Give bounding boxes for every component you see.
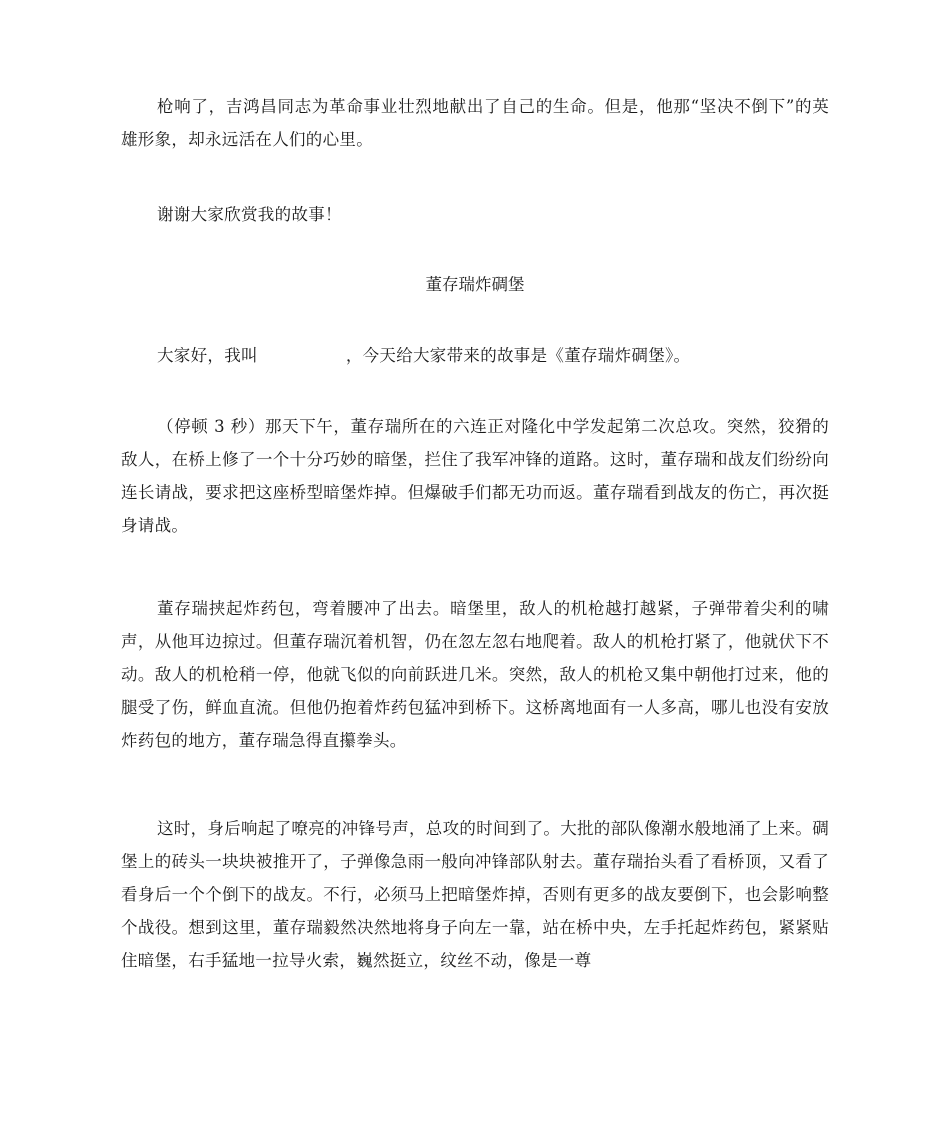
paragraph-thanks: 谢谢大家欣赏我的故事！ <box>157 205 342 224</box>
paragraph-ending-jihongchang: 枪响了，吉鸿昌同志为革命事业壮烈地献出了自己的生命。但是，他那“坚决不倒下”的英雄形象，却永远活在人们的心里。 <box>121 97 829 149</box>
intro-greeting: 大家好，我叫 <box>157 346 258 365</box>
paragraph-intro <box>121 339 829 372</box>
paragraph-crawl-forward: 董存瑞挟起炸药包，弯着腰冲了出去。暗堡里，敌人的机枪越打越紧，子弹带着尖利的啸声，从他耳边掠过。但董存瑞沉着机智，仍在忽左忽右地爬着。敌人的机枪打紧了，他就伏下不动。敌人的机枪稍一停，他就飞似的向前跃进几米。突然，敌人的机枪又集中朝他打过来，他的腿受了伤，鲜血直流。但他仍抱着炸药包猛冲到桥下。这桥离地面有一人多高，哪儿也没有安放炸药包的地方，董存瑞急得直攥拳头。 <box>121 599 829 750</box>
paragraph-afternoon-attack: （停顿 3 秒）那天下午，董存瑞所在的六连正对隆化中学发起第二次总攻。突然，狡猾的敌人，在桥上修了一个十分巧妙的暗堡，拦住了我军冲锋的道路。这时，董存瑞和战友们纷纷向连长请战，要求把这座桥型暗堡炸掉。但爆破手们都无功而返。董存瑞看到战友的伤亡，再次挺身请战。 <box>121 417 829 535</box>
paragraph-charge-bugle: 这时，身后响起了嘹亮的冲锋号声，总攻的时间到了。大批的部队像潮水般地涌了上来。碉堡上的砖头一块块被推开了，子弹像急雨一般向冲锋部队射去。董存瑞抬头看了看桥顶，又看了看身后一个个倒下的战友。不行，必须马上把暗堡炸掉，否则有更多的战友要倒下，也会影响整个战役。想到这里，董存瑞毅然决然地将身子向左一靠，站在桥中央，左手托起炸药包，紧紧贴住暗堡，右手猛地一拉导火索，巍然挺立，纹丝不动，像是一尊 <box>121 819 829 970</box>
story-title: 董存瑞炸碉堡 <box>425 275 525 294</box>
intro-story-announcement: ，今天给大家带来的故事是《董存瑞炸碉堡》。 <box>345 346 691 365</box>
